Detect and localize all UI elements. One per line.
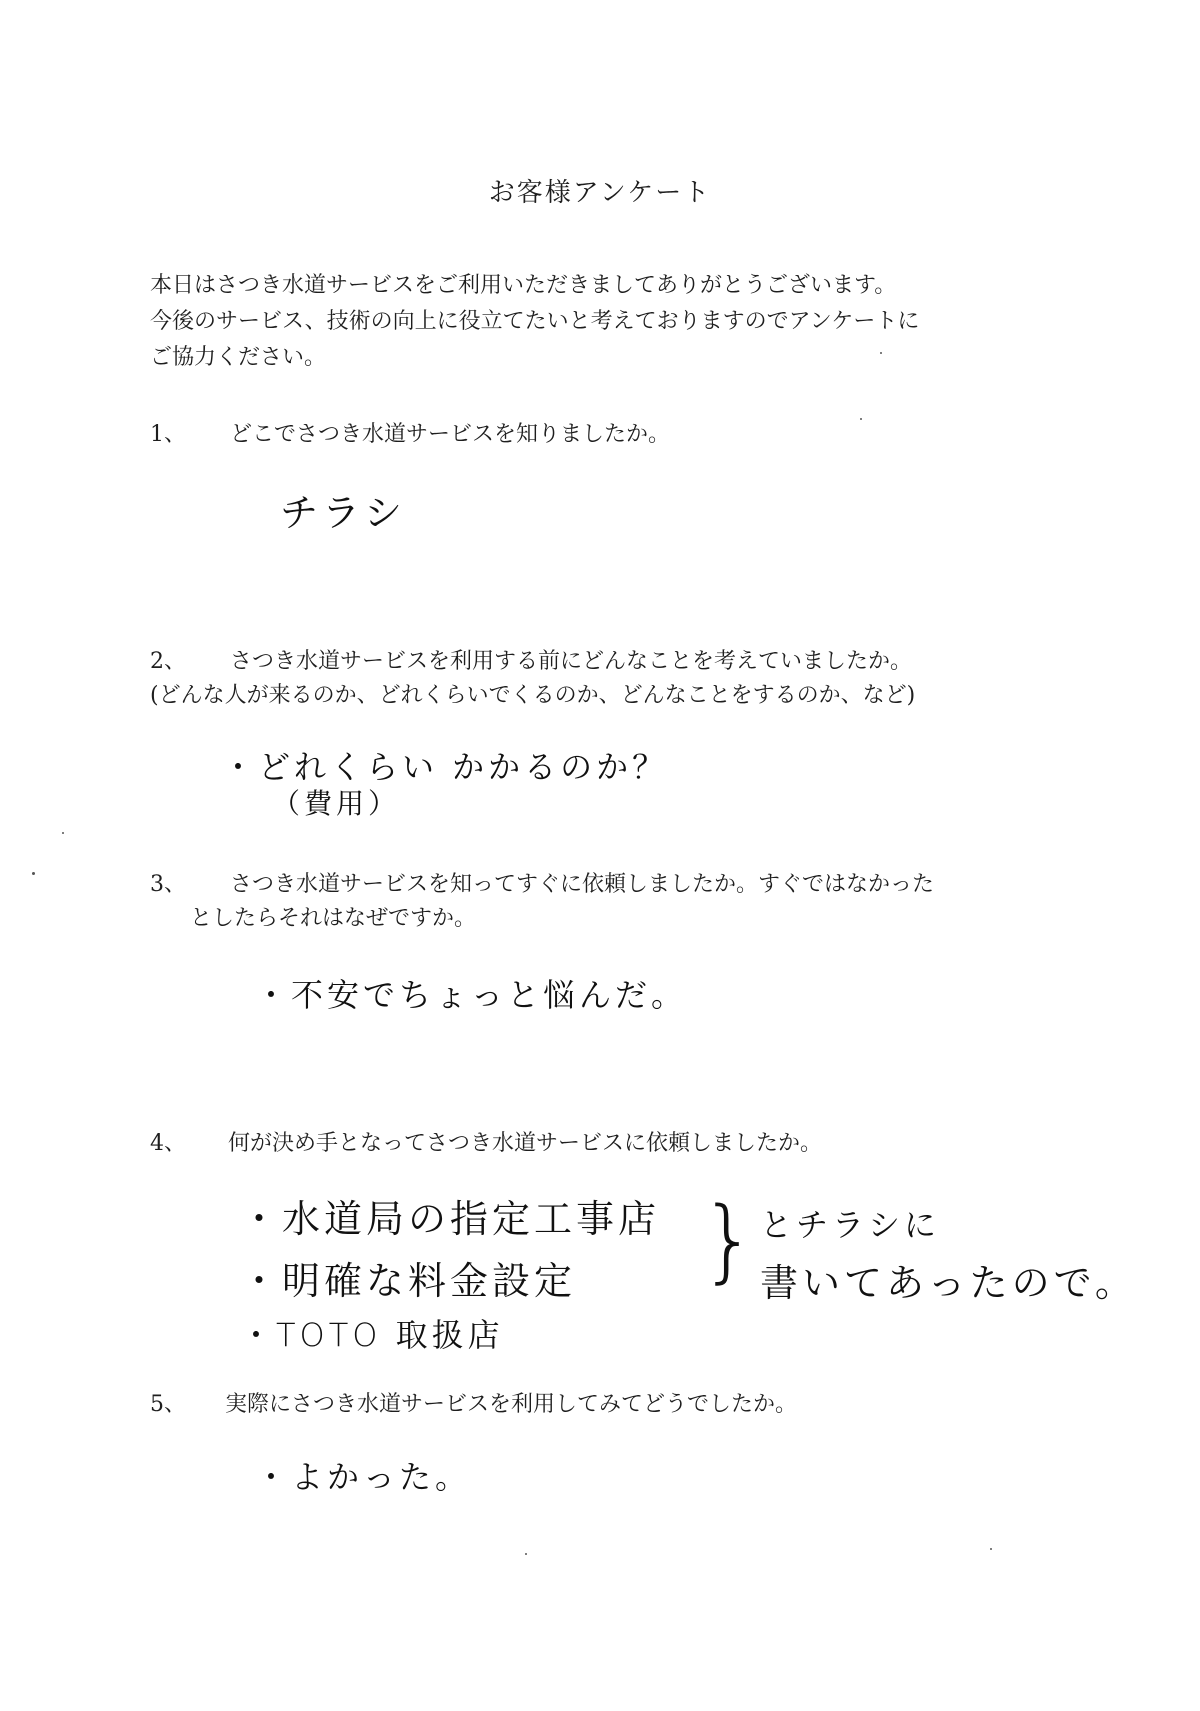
- question-text: 実際にさつき水道サービスを利用してみてどうでしたか。: [225, 1392, 798, 1417]
- handwritten-answer: ・TOTO 取扱店: [240, 1316, 504, 1354]
- handwritten-answer: ・明確な料金設定: [240, 1259, 577, 1303]
- scan-speck: [62, 832, 64, 834]
- handwritten-answer: チラシ: [280, 491, 407, 535]
- handwritten-answer: ・不安でちょっと悩んだ。: [255, 976, 688, 1014]
- question-4: [150, 1127, 1050, 1167]
- intro-line: ご協力ください。: [150, 345, 327, 370]
- scan-speck: [32, 872, 35, 875]
- question-number: 5、: [150, 1392, 186, 1417]
- scan-speck: [880, 352, 882, 354]
- intro-line: 今後のサービス、技術の向上に役立てたいと考えておりますのでアンケートに: [150, 309, 920, 334]
- intro-line: 本日はさつき水道サービスをご利用いただきましてありがとうございます。: [150, 273, 897, 298]
- question-5: [150, 1388, 1050, 1428]
- question-text: さつき水道サービスを知ってすぐに依頼しましたか。すぐではなかった: [230, 872, 935, 897]
- question-number: 4、: [150, 1131, 186, 1156]
- handwritten-side-note: とチラシに: [760, 1206, 941, 1244]
- scan-speck: [525, 1553, 527, 1555]
- intro-paragraph: [150, 268, 1070, 376]
- question-text: どこでさつき水道サービスを知りましたか。: [230, 422, 671, 447]
- scan-speck: [860, 418, 862, 420]
- question-3: [150, 868, 1050, 938]
- handwritten-answer: ・どれくらい かかるのか？: [222, 748, 669, 786]
- question-number: 1、: [150, 422, 186, 447]
- handwritten-answer: ・水道局の指定工事店: [240, 1197, 661, 1241]
- question-text: 何が決め手となってさつき水道サービスに依頼しましたか。: [228, 1131, 823, 1156]
- question-number: 3、: [150, 872, 186, 897]
- handwritten-answer: （費用）: [272, 787, 401, 820]
- handwritten-side-note: 書いてあったので。: [760, 1261, 1137, 1305]
- question-2: [150, 645, 1050, 715]
- brace-mark: }: [700, 1188, 758, 1293]
- question-continuation: としたらそれはなぜですか。: [190, 906, 477, 931]
- page-title: お客様アンケート: [488, 178, 712, 208]
- question-continuation: (どんな人が来るのか、どれくらいでくるのか、どんなことをするのか、など): [150, 683, 916, 708]
- question-text: さつき水道サービスを利用する前にどんなことを考えていましたか。: [230, 649, 913, 674]
- question-number: 2、: [150, 649, 186, 674]
- question-1: [150, 418, 1050, 458]
- scan-speck: [990, 1548, 992, 1550]
- handwritten-answer: ・よかった。: [255, 1458, 472, 1496]
